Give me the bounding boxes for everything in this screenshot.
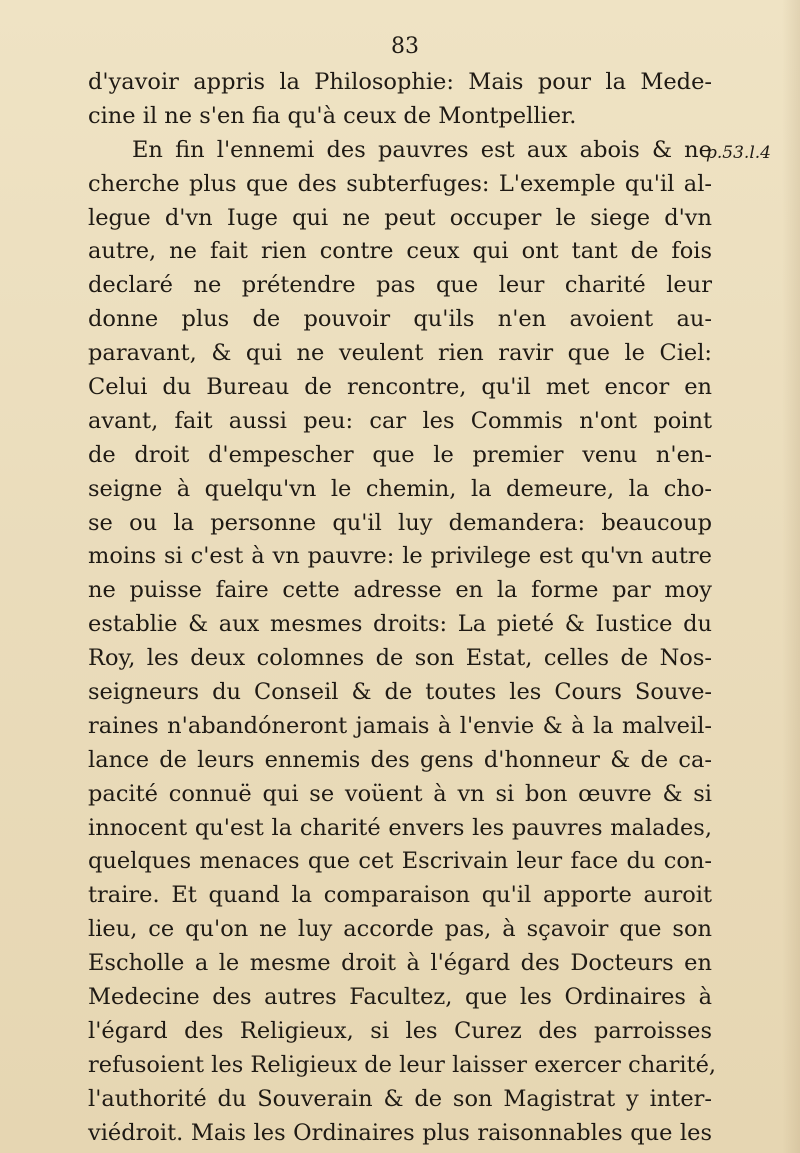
text-line: Roy, les deux colomnes de son Estat, celles de Nos- [88,645,712,672]
text-line: cine il ne s'en fia qu'à ceux de Montpellier. [88,102,577,129]
text-line: paravant, & qui ne veulent rien ravir que le Ciel: [88,340,712,367]
text-line: establie & aux mesmes droits: La pieté & Iustice du [88,611,712,638]
text-line: seigne à quelqu'vn le chemin, la demeure, la cho- [88,475,712,502]
text-line: innocent qu'est la charité envers les pauvres malades, [88,814,712,841]
text-line: se ou la personne qu'il luy demandera: beaucoup [88,509,712,536]
text-line: Celui du Bureau de rencontre, qu'il met encor en [88,374,712,401]
text-line: de droit d'empescher que le premier venu n'en- [88,441,712,468]
text-line: l'égard des Religieux, si les Curez des parroisses [88,1017,712,1044]
body-text [88,66,717,1151]
text-line: traire. Et quand la comparaison qu'il apporte auroit [88,882,712,909]
text-line: donne plus de pouvoir qu'ils n'en avoient au- [88,306,712,333]
text-line: legue d'vn Iuge qui ne peut occuper le siege d'vn [88,204,712,231]
text-line: quelques menaces que cet Escrivain leur face du con- [88,848,712,875]
paper-edge-shadow [782,0,800,1153]
text-line: lieu, ce qu'on ne luy accorde pas, à sçavoir que son [88,916,712,943]
text-line: pacité connuë qui se voüent à vn si bon œuvre & si [88,780,712,807]
text-line: Escholle a le mesme droit à l'égard des Docteurs en [88,950,712,977]
text-line: cherche plus que des subterfuges: L'exemple qu'il al- [88,170,712,197]
text-line: declaré ne prétendre pas que leur charité leur [88,272,712,299]
text-line: autre, ne fait rien contre ceux qui ont tant de fois [88,238,712,265]
text-line: seigneurs du Conseil & de toutes les Cours Souve- [88,679,712,706]
text-line: d'yavoir appris la Philosophie: Mais pour la Mede- [88,69,712,95]
text-line: moins si c'est à vn pauvre: le privilege est qu'vn autre [88,543,712,570]
text-line: En fin l'ennemi des pauvres est aux abois & ne [132,136,712,163]
text-line: refusoient les Religieux de leur laisser exercer charité, [88,1051,717,1078]
page-number: 83 [391,34,419,59]
text-line: ne puisse faire cette adresse en la forme par moy [88,577,712,604]
text-line: viédroit. Mais les Ordinaires plus raisonnables que les [88,1119,712,1146]
margin-note: p.53.l.4 [706,143,771,163]
text-line: raines n'abandóneront jamais à l'envie & à la malveil- [88,712,712,739]
text-line: lance de leurs ennemis des gens d'honneur & de ca- [88,746,712,773]
text-line: Medecine des autres Facultez, que les Ordinaires à [88,984,712,1011]
text-line: l'authorité du Souverain & de son Magistrat y inter- [88,1085,712,1112]
text-line: avant, fait aussi peu: car les Commis n'ont point [88,407,712,434]
